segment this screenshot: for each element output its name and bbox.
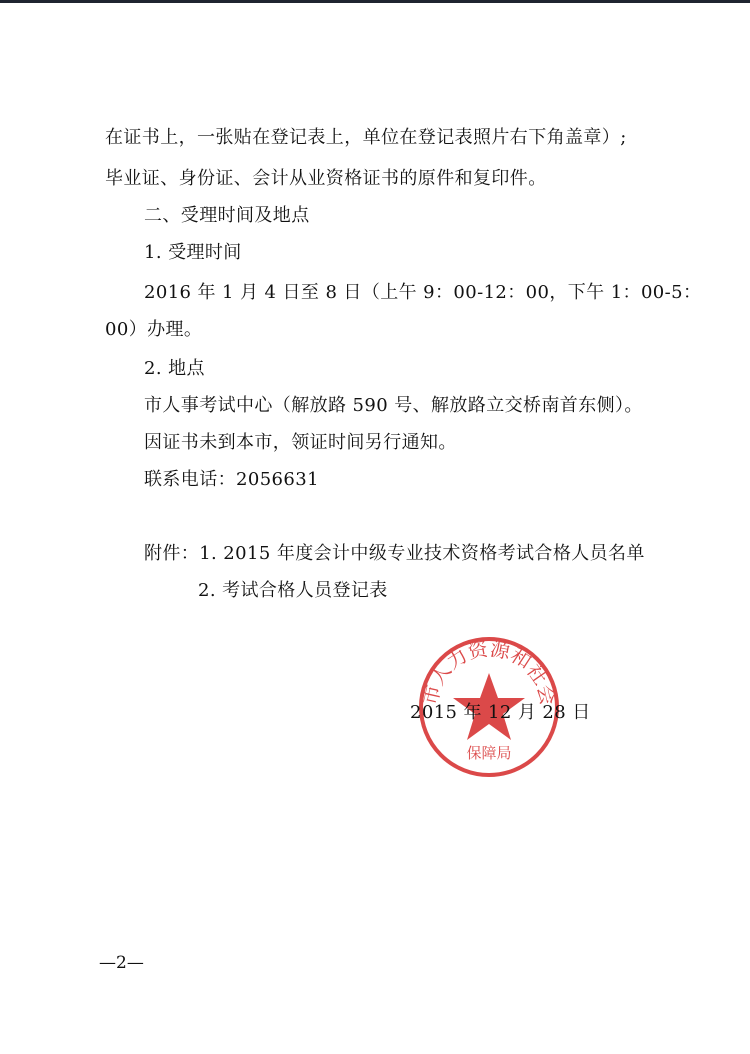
document-date: 2015 年 12 月 28 日 [410, 702, 591, 723]
document-line-2: 毕业证、身份证、会计从业资格证书的原件和复印件。 [105, 168, 547, 189]
page-number: —2— [99, 953, 144, 973]
attachment-line-2: 2. 考试合格人员登记表 [198, 580, 388, 601]
location-line: 市人事考试中心（解放路 590 号、解放路立交桥南首东侧）。 [144, 395, 643, 416]
subheading-location: 2. 地点 [144, 358, 205, 379]
notice-line: 因证书未到本市，领证时间另行通知。 [144, 432, 457, 453]
attachment-line-1: 附件：1. 2015 年度会计中级专业技术资格考试合格人员名单 [144, 543, 645, 564]
time-line-continued: 00）办理。 [105, 319, 203, 340]
contact-phone-line: 联系电话：2056631 [144, 469, 319, 490]
subheading-time: 1. 受理时间 [144, 242, 242, 263]
page-top-edge [0, 0, 750, 3]
seal-bottom-text: 保障局 [466, 744, 512, 762]
seal-arc-text: 市人力资源和社会 [417, 636, 561, 708]
document-line-1: 在证书上，一张贴在登记表上，单位在登记表照片右下角盖章）; [105, 127, 627, 148]
time-line: 2016 年 1 月 4 日至 8 日（上午 9：00-12：00，下午 1：00-5： [144, 282, 702, 303]
section-heading: 二、受理时间及地点 [144, 205, 310, 226]
